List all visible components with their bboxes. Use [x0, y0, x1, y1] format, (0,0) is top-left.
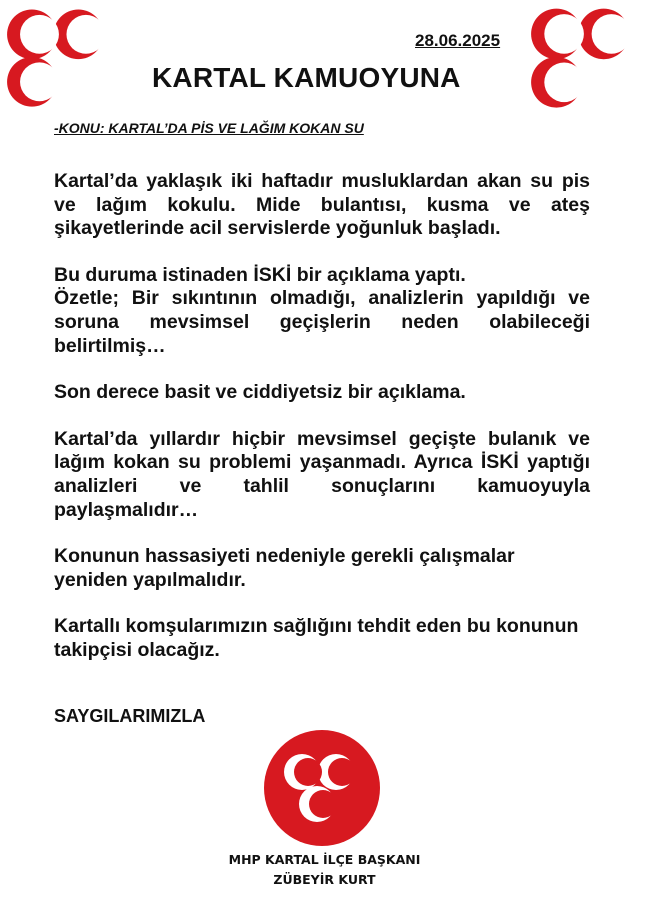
- paragraph-3: Son derece basit ve ciddiyetsiz bir açıklama.: [54, 381, 466, 404]
- paragraph-2-line-1: Bu duruma istinaden İSKİ bir açıklama yaptı.: [54, 263, 466, 286]
- signature-block: [0, 850, 649, 890]
- letter-body: [54, 170, 590, 686]
- three-crescents-icon-top-right: [530, 2, 640, 112]
- paragraph-2: [54, 264, 590, 358]
- paragraph-1: Kartal’da yaklaşık iki haftadır musluklardan akan su pis ve lağım kokulu. Mide bulantısı, kusma ve ateş şikayetlerinde acil servislerde yoğunluk başladı.: [54, 170, 590, 240]
- signature-name: ZÜBEYİR KURT: [273, 872, 376, 887]
- document-subject: -KONU: KARTAL’DA PİS VE LAĞIM KOKAN SU: [54, 120, 364, 136]
- paragraph-2-line-2: Özetle; Bir sıkıntının olmadığı, analizlerin yapıldığı ve soruna mevsimsel geçişlerin neden olabileceği belirtilmiş…: [54, 287, 590, 357]
- paragraph-6: Kartallı komşularımızın sağlığını tehdit eden bu konunun takipçisi olacağız.: [54, 615, 579, 661]
- paragraph-4: Kartal’da yıllardır hiçbir mevsimsel geçişte bulanık ve lağım kokan su problemi yaşanmadı. Ayrıca İSKİ yaptığı analizleri ve tahlil sonuçlarını kamuoyuyla paylaşmalıdır…: [54, 427, 590, 521]
- document-title: KARTAL KAMUOYUNA: [152, 62, 461, 93]
- three-crescents-icon-top-left: [6, 2, 114, 112]
- document-date: 28.06.2025: [415, 31, 501, 50]
- closing-salutation: SAYGILARIMIZLA: [54, 706, 206, 726]
- paragraph-5: Konunun hassasiyeti nedeniyle gerekli çalışmalar yeniden yapılmalıdır.: [54, 545, 515, 591]
- signature-title: MHP KARTAL İLÇE BAŞKANI: [228, 852, 421, 867]
- mhp-emblem-icon: [262, 728, 382, 848]
